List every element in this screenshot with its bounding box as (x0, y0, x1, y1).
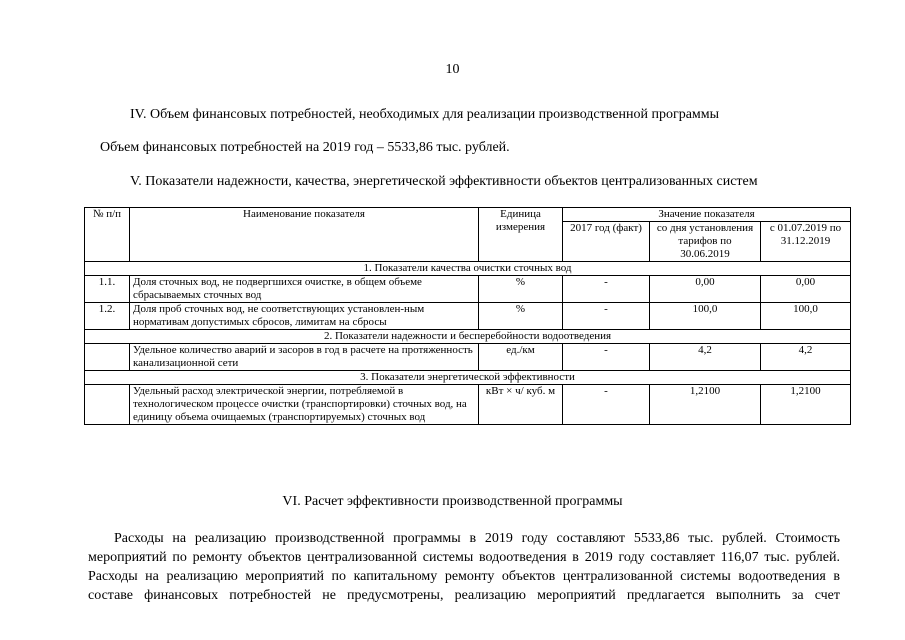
group-title: 2. Показатели надежности и бесперебойности водоотведения (85, 330, 851, 344)
cell-unit: % (479, 276, 563, 303)
header-2017: 2017 год (факт) (563, 222, 650, 262)
group-title: 3. Показатели энергетической эффективности (85, 371, 851, 385)
header-num: № п/п (85, 208, 130, 262)
table-row (85, 303, 851, 330)
group-row (85, 330, 851, 344)
indicators-table (84, 207, 851, 425)
paragraph-line: мероприятий по ремонту объектов централизованной системы водоотведения в 2019 году составляет 116,07 тыс. рублей. (88, 550, 840, 565)
cell-num: 1.1. (85, 276, 130, 303)
cell-num (85, 385, 130, 425)
cell-unit: кВт × ч/ куб. м (479, 385, 563, 425)
header-second-half: с 01.07.2019 по 31.12.2019 (761, 222, 851, 262)
section-6-heading: VI. Расчет эффективности производственной программы (282, 494, 623, 509)
section-4-heading: IV. Объем финансовых потребностей, необходимых для реализации производственной программы (130, 107, 720, 122)
section-5-heading: V. Показатели надежности, качества, энергетической эффективности объектов централизованных систем (130, 174, 758, 189)
cell-num (85, 344, 130, 371)
cell-2017: - (563, 344, 650, 371)
financial-needs-line: Объем финансовых потребностей на 2019 год – 5533,86 тыс. рублей. (100, 140, 510, 155)
header-unit: Единица измерения (479, 208, 563, 262)
cell-2017: - (563, 303, 650, 330)
header-tariff-period: со дня установления тарифов по 30.06.2019 (650, 222, 761, 262)
cell-unit: % (479, 303, 563, 330)
group-title: 1. Показатели качества очистки сточных вод (85, 262, 851, 276)
section-6-paragraph (88, 529, 840, 605)
page-number: 10 (445, 62, 460, 77)
cell-name: Удельное количество аварий и засоров в год в расчете на протяженность канализационной сети (130, 344, 479, 371)
table-row (85, 276, 851, 303)
cell-2017: - (563, 385, 650, 425)
cell-unit: ед./км (479, 344, 563, 371)
paragraph-line: составе финансовых потребностей не предусмотрены, реализацию мероприятий предлагается выполнить за счет (88, 588, 840, 603)
cell-num: 1.2. (85, 303, 130, 330)
cell-name: Доля проб сточных вод, не соответствующих установлен-ным нормативам допустимых сбросов, лимитам на сбросы (130, 303, 479, 330)
cell-name: Удельный расход электрической энергии, потребляемой в технологическом процессе очистки (транспортировки) сточных вод, на единицу объема очищаемых (транспортируемых) сточных вод (130, 385, 479, 425)
cell-2017: - (563, 276, 650, 303)
paragraph-line: Расходы на реализацию мероприятий по капитальному ремонту объектов централизованной системы водоотведения в (88, 569, 840, 584)
group-row (85, 371, 851, 385)
header-name: Наименование показателя (130, 208, 479, 262)
header-value-group: Значение показателя (563, 208, 851, 222)
table-row (85, 344, 851, 371)
table-row (85, 385, 851, 425)
cell-value-1: 4,2 (650, 344, 761, 371)
cell-value-1: 100,0 (650, 303, 761, 330)
cell-value-1: 1,2100 (650, 385, 761, 425)
cell-value-2: 1,2100 (761, 385, 851, 425)
cell-value-2: 0,00 (761, 276, 851, 303)
table-header-row (85, 208, 851, 222)
cell-value-2: 100,0 (761, 303, 851, 330)
cell-value-1: 0,00 (650, 276, 761, 303)
cell-name: Доля сточных вод, не подвергшихся очистке, в общем объеме сбрасываемых сточных вод (130, 276, 479, 303)
group-row (85, 262, 851, 276)
cell-value-2: 4,2 (761, 344, 851, 371)
paragraph-line: Расходы на реализацию производственной программы в 2019 году составляют 5533,86 тыс. рублей. Стоимость (114, 531, 840, 546)
